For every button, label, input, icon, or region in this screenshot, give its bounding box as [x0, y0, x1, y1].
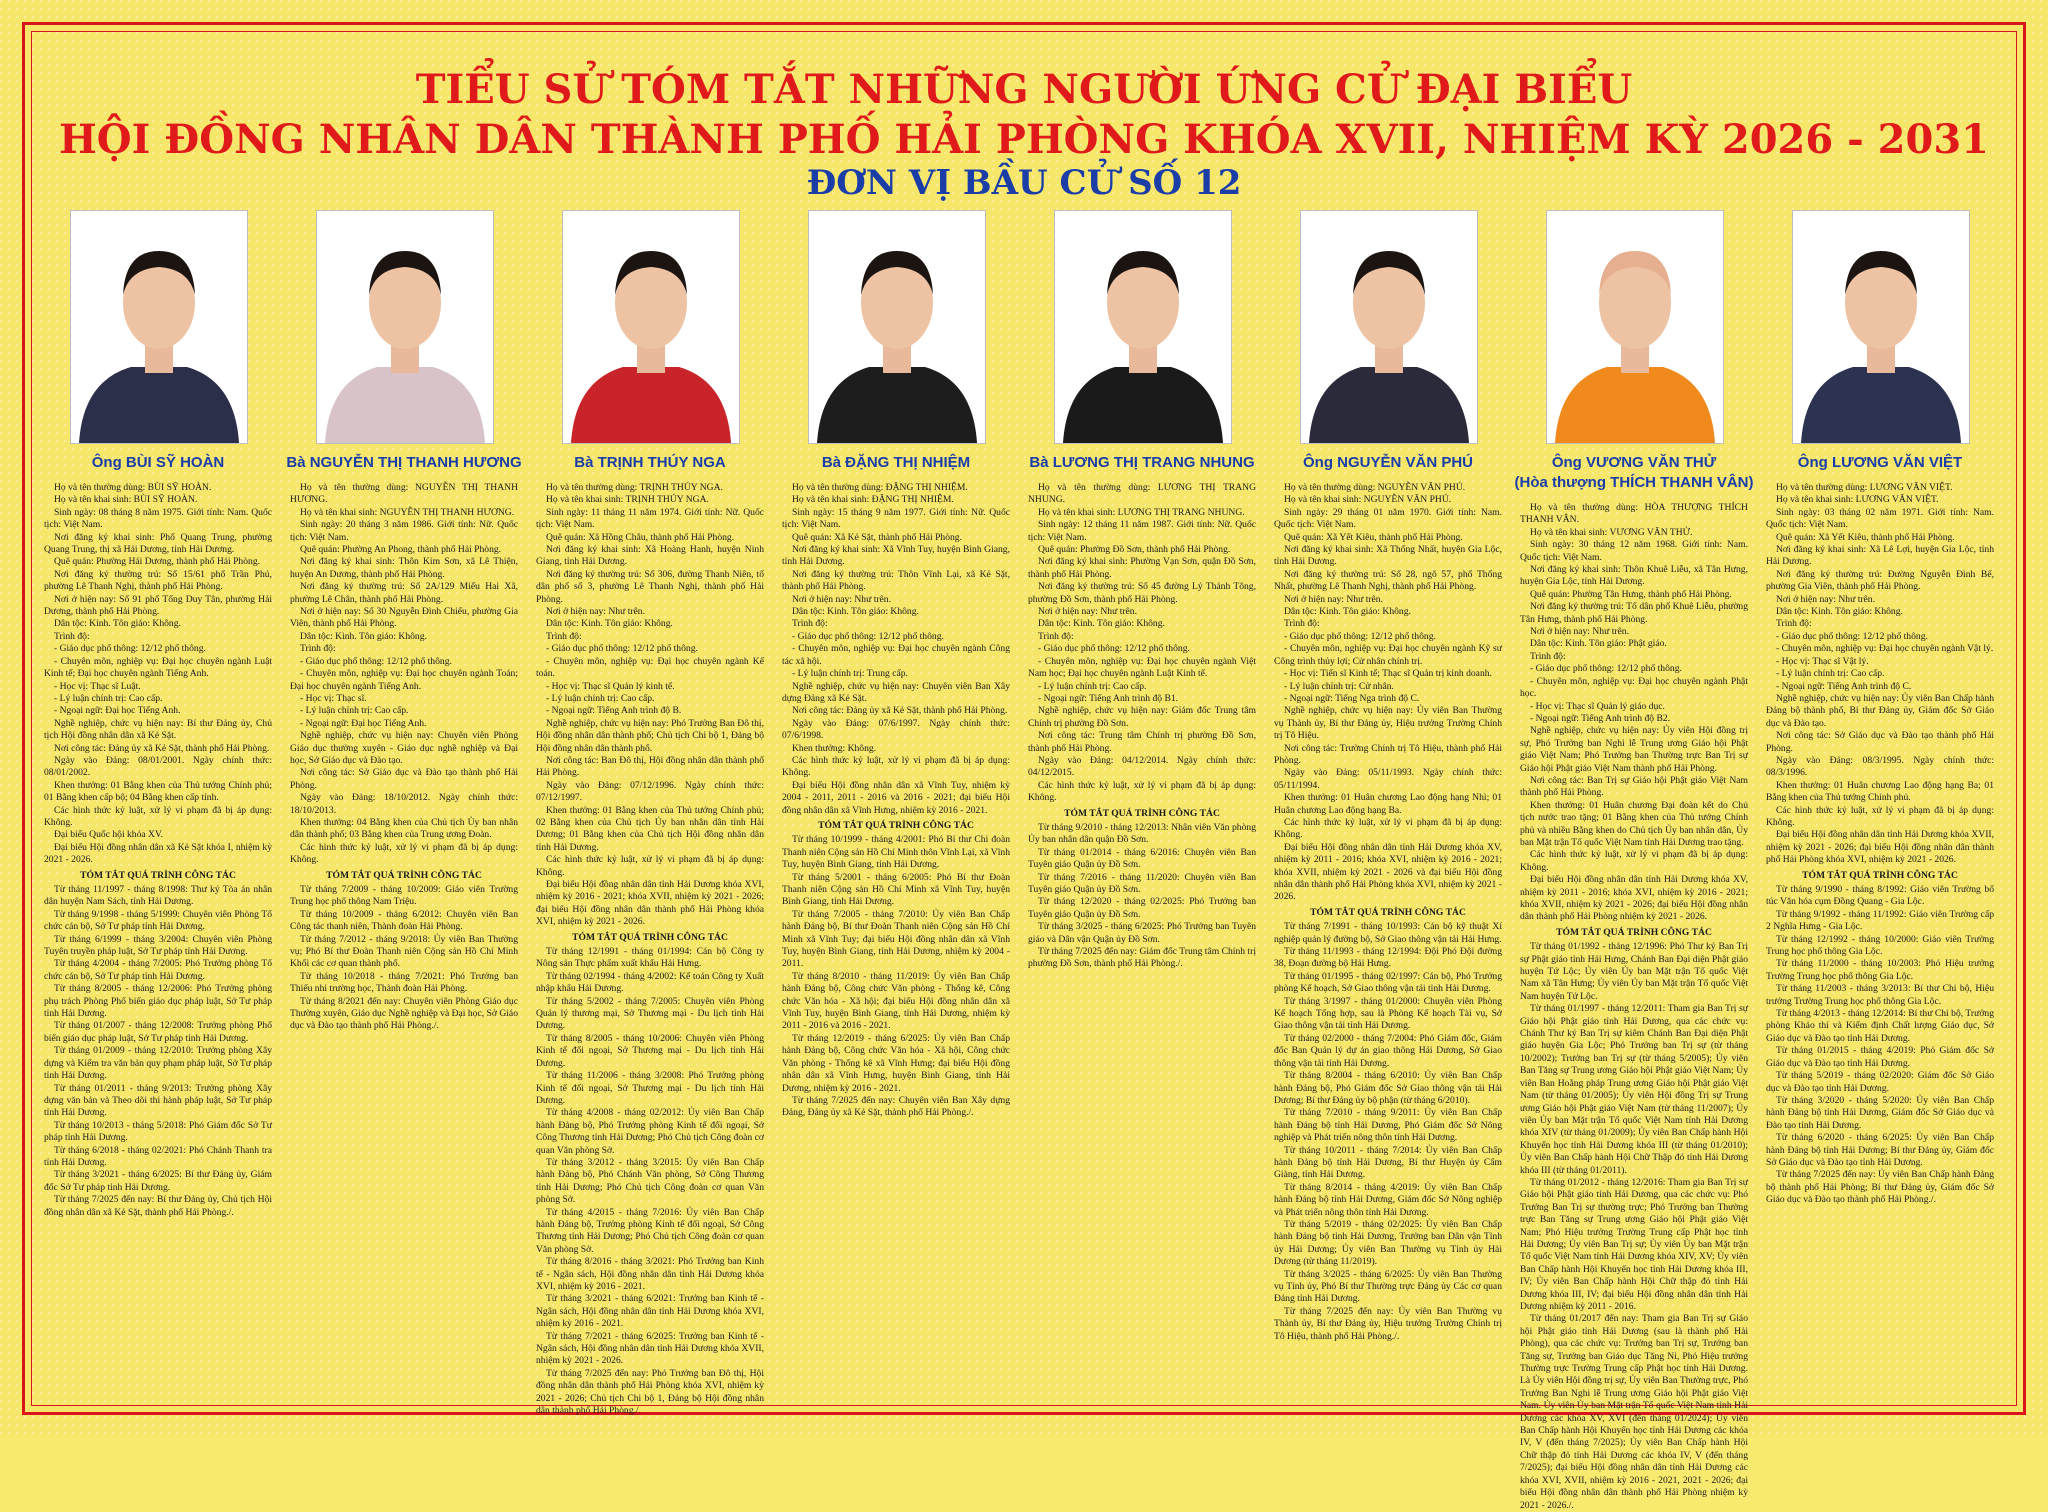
bio-line: - Ngoại ngữ: Tiếng Anh trình độ B. — [546, 705, 682, 717]
candidate-card — [40, 210, 276, 1410]
career-entry: Từ tháng 01/2011 - tháng 9/2013: Trưởng phòng Xây dựng văn bản và Theo dõi thi hành pháp luật, Sở Tư pháp tỉnh Hải Dương. — [44, 1082, 272, 1119]
candidate-card — [778, 210, 1014, 1410]
bio-line: Nơi đăng ký thường trú: Số 28, ngõ 57, phố Thống Nhất, phường Lê Thanh Nghị, thành phố Hải Phòng. — [1274, 568, 1502, 593]
career-entry: Từ tháng 11/2000 - tháng 10/2003: Phó Hiệu trưởng Trường Trung học phổ thông Gia Lộc. — [1766, 958, 1994, 982]
bio-line: Nơi đăng ký khai sinh: Xã Hoàng Hanh, huyện Ninh Giang, tỉnh Hải Dương. — [536, 544, 764, 568]
bio-line: - Lý luận chính trị: Trung cấp. — [792, 668, 908, 680]
bio-line: - Ngoại ngữ: Đại học Tiếng Anh. — [300, 717, 427, 729]
bio-line: Nơi đăng ký khai sinh: Phố Quang Trung, phường Quang Trung, thị xã Hải Dương, tỉnh Hải Dương. — [44, 531, 272, 556]
bio-line: Đại biểu Hội đồng nhân dân tỉnh Hải Dương khóa XVII, nhiệm kỳ 2021 - 2026; đại biểu Hội đồng nhân dân thành phố Hải Phòng khóa XVI, nhiệm kỳ 2021 - 2026. — [1766, 829, 1994, 866]
bio-line: Sinh ngày: 29 tháng 01 năm 1970. Giới tính: Nam. Quốc tịch: Việt Nam. — [1274, 506, 1502, 531]
candidate-name-line: Bà NGUYỄN THỊ THANH HƯƠNG — [286, 454, 522, 471]
bio-line: Quê quán: Xã Yết Kiêu, thành phố Hải Phòng. — [1284, 531, 1463, 543]
bio-line: Nơi đăng ký khai sinh: Phường Vạn Sơn, quận Đồ Sơn, thành phố Hải Phòng. — [1028, 556, 1256, 580]
bio-line: Ngày vào Đảng: 08/3/1995. Ngày chính thức: 08/3/1996. — [1766, 754, 1994, 779]
bio-line: Ngày vào Đảng: 07/6/1997. Ngày chính thức: 07/6/1998. — [782, 717, 1010, 742]
bio-line: - Giáo dục phổ thông: 12/12 phổ thông. — [54, 643, 206, 655]
bio-line: Nơi ở hiện nay: Như trên. — [1530, 626, 1630, 638]
career-entry: Từ tháng 10/2018 - tháng 7/2021: Phó Trưởng ban Thiếu nhi trường học, Thành đoàn Hải Phòng. — [290, 970, 518, 995]
career-entry: Từ tháng 01/2012 - tháng 12/2016: Tham gia Ban Trị sự Giáo hội Phật giáo tỉnh Hải Dương, qua các chức vụ: Phó Trưởng Ban Trị sự thường trực; Phó Trưởng ban Thường trực Ban Tăng sự Trung ương Giáo hội Phật giáo Việt Nam; Phó Hiệu trưởng Trường Trung cấp Phật học tỉnh Hải Dương; Ủy viên Ban Trị sự; Ủy viên Ủy ban Mặt trận Tổ quốc Việt Nam tỉnh Hải Dương khóa XIV, XV; Ủy viên Ban Chấp hành Hội Khuyến học tỉnh Hải Dương khóa III, IV; Ủy viên Ban Chấp hành Hội Chữ thập đỏ tỉnh Hải Dương khóa III, IV; đại biểu Hội đồng nhân dân tỉnh Hải Dương nhiệm kỳ 2011 - 2016. — [1520, 1176, 1748, 1312]
bio-line: - Chuyên môn, nghiệp vụ: Đại học chuyên ngành Luật Kinh tế; Đại học chuyên ngành Tiếng Anh. — [44, 655, 272, 680]
candidate-name — [278, 453, 530, 473]
career-entry: Từ tháng 10/2013 - tháng 5/2018: Phó Giám đốc Sở Tư pháp tỉnh Hải Dương. — [44, 1119, 272, 1144]
candidate-name-line: Bà ĐẶNG THỊ NHIỆM — [821, 454, 971, 471]
bio-line: - Lý luận chính trị: Cao cấp. — [54, 692, 163, 704]
bio-line: Họ và tên khai sinh: NGUYỄN THỊ THANH HƯƠNG. — [300, 506, 515, 518]
bio-line: - Ngoại ngữ: Tiếng Anh trình độ C. — [1776, 680, 1912, 692]
career-entry: Từ tháng 8/2004 - tháng 6/2010: Ủy viên Ban Chấp hành Đảng bộ, Phó Giám đốc Sở Giao thông vận tải Hải Dương; Bí thư Đảng ủy bộ phận (từ tháng 6/2010). — [1274, 1070, 1502, 1106]
bio-line: Dân tộc: Kinh. Tôn giáo: Không. — [792, 606, 919, 618]
bio-line: Trình độ: — [54, 630, 90, 642]
bio-line: Sinh ngày: 12 tháng 11 năm 1987. Giới tính: Nữ. Quốc tịch: Việt Nam. — [1028, 519, 1256, 543]
career-entry: Từ tháng 7/2025 đến nay: Giám đốc Trung tâm Chính trị phường Đồ Sơn, thành phố Hải Phòng./. — [1028, 946, 1256, 970]
career-entry: Từ tháng 12/1992 - tháng 10/2000: Giáo viên Trường Trung học phổ thông Gia Lộc. — [1766, 933, 1994, 958]
candidate-name-line: Ông LƯƠNG VĂN VIỆT — [1797, 454, 1963, 471]
career-entry: Từ tháng 7/2010 - tháng 9/2011: Ủy viên Ban Chấp hành Đảng bộ tỉnh Hải Dương, Phó Giám đốc Sở Nông nghiệp và Phát triển nông thôn tỉnh Hải Dương. — [1274, 1107, 1502, 1144]
candidate-portrait — [562, 210, 740, 444]
bio-line: Nghề nghiệp, chức vụ hiện nay: Phó Trưởng Ban Đô thị, Hội đồng nhân dân thành phố; Chủ tịch Chi bộ 1, Đảng bộ Hội đồng nhân dân thành phố. — [536, 717, 764, 754]
bio-line: Nơi đăng ký thường trú: Đường Nguyễn Đình Bể, phường Gia Viên, thành phố Hải Phòng. — [1766, 568, 1994, 593]
bio-line: - Giáo dục phổ thông: 12/12 phổ thông. — [792, 630, 944, 642]
career-entry: Từ tháng 7/2025 đến nay: Ủy viên Ban Chấp hành Đảng bộ thành phố Hải Phòng; Bí thư Đảng ủy, Giám đốc Sở Giáo dục và Đào tạo thành phố Hải Phòng./. — [1766, 1169, 1994, 1206]
bio-line: Nơi công tác: Đảng ủy xã Kẻ Sặt, thành phố Hải Phòng. — [54, 742, 270, 754]
career-entry: Từ tháng 8/2021 đến nay: Chuyên viên Phòng Giáo dục Thường xuyên, Giáo dục Nghề nghiệp và Đại học, Sở Giáo dục và Đào tạo thành phố Hải Phòng./. — [290, 995, 518, 1032]
constituency-title: ĐƠN VỊ BẦU CỬ SỐ 12 — [806, 163, 1242, 203]
bio-line: Nơi đăng ký khai sinh: Thôn Khuê Liễu, xã Tân Hưng, huyện Gia Lộc, tỉnh Hải Dương. — [1520, 564, 1748, 588]
career-entry: Từ tháng 6/1999 - tháng 3/2004: Chuyên viên Phòng Tuyên truyền pháp luật, Sở Tư pháp tỉnh Hải Dương. — [44, 933, 272, 958]
career-entry: Từ tháng 01/1997 - tháng 12/2011: Tham gia Ban Trị sự Giáo hội Phật giáo tỉnh Hải Dương, qua các chức vụ: Chánh Thư ký Ban Trị sự kiêm Chánh Ban Đại diện Phật giáo huyện Gia Lộc; Phó Trưởng ban Trị sự (từ tháng 10/2002); Trưởng ban Trị sự (từ tháng 5/2005); Ủy viên Ban Tăng sự Trung ương Giáo hội Phật giáo Việt Nam; Ủy viên Ban Hoằng pháp Trung ương Giáo hội Phật giáo Việt Nam (từ tháng 01/2005); Ủy viên Hội đồng Trị sự Trung ương Giáo hội Phật giáo Việt Nam (từ tháng 11/2007); Ủy viên Ủy ban Mặt trận Tổ quốc Việt Nam tỉnh Hải Dương khóa XIV (từ tháng 01/2009); Ủy viên Ban Chấp hành Hội Khuyến học tỉnh Hải Dương khóa III (từ tháng 01/2010); Ủy viên Ban Chấp hành Hội Chữ Thập đỏ tỉnh Hải Dương khóa III (từ tháng 01/2011). — [1520, 1003, 1748, 1176]
bio-line: - Giáo dục phổ thông: 12/12 phổ thông. — [1530, 663, 1682, 675]
bio-line: Họ và tên thường dùng: LƯƠNG VĂN VIỆT. — [1776, 482, 1953, 493]
bio-line: Sinh ngày: 03 tháng 02 năm 1971. Giới tính: Nam. Quốc tịch: Việt Nam. — [1766, 506, 1994, 531]
bio-line: Khen thưởng: Không. — [792, 742, 877, 754]
bio-line: Nơi đăng ký thường trú: Thôn Vĩnh Lại, xã Kẻ Sặt, thành phố Hải Phòng. — [782, 568, 1010, 593]
bio-line: - Giáo dục phổ thông: 12/12 phổ thông. — [546, 643, 698, 655]
career-entry: Từ tháng 5/2001 - tháng 6/2005: Phó Bí thư Đoàn Thanh niên Cộng sản Hồ Chí Minh xã Vĩnh Tuy, huyện Bình Giang, tỉnh Hải Dương. — [782, 871, 1010, 908]
bio-line: Nơi ở hiện nay: Số 30 Nguyễn Đình Chiểu, phường Gia Viên, thành phố Hải Phòng. — [290, 606, 518, 630]
bio-line: Nơi đăng ký thường trú: Tổ dân phố Khuê Liễu, phường Tân Hưng, thành phố Hải Phòng. — [1520, 601, 1748, 625]
bio-line: Nơi ở hiện nay: Như trên. — [1776, 593, 1876, 605]
bio-line: - Chuyên môn, nghiệp vụ: Đại học chuyên ngành Kế toán. — [536, 655, 764, 680]
bio-line: - Ngoại ngữ: Tiếng Anh trình độ B2. — [1530, 712, 1671, 724]
bio-line: Họ và tên thường dùng: NGUYỄN THỊ THANH HƯƠNG. — [290, 482, 518, 506]
bio-line: Quê quán: Xã Hồng Châu, thành phố Hải Phòng. — [546, 531, 735, 543]
bio-line: Ngày vào Đảng: 08/01/2001. Ngày chính thức: 08/01/2002. — [44, 754, 272, 779]
bio-line: Nghề nghiệp, chức vụ hiện nay: Chuyên viên Phòng Giáo dục thường xuyên - Giáo dục nghề nghiệp và Đại học, Sở Giáo dục và Đào tạo. — [290, 730, 518, 766]
bio-line: - Lý luận chính trị: Cao cấp. — [1776, 668, 1885, 680]
bio-line: Sinh ngày: 11 tháng 11 năm 1974. Giới tính: Nữ. Quốc tịch: Việt Nam. — [536, 506, 764, 531]
bio-line: Trình độ: — [1776, 618, 1812, 630]
candidate-name — [1262, 453, 1514, 473]
bio-line: Họ và tên khai sinh: NGUYỄN VĂN PHÚ. — [1284, 494, 1452, 506]
bio-line: Các hình thức kỷ luật, xử lý vi phạm đã bị áp dụng: Không. — [290, 841, 518, 866]
career-entry: Từ tháng 7/2012 - tháng 9/2018: Ủy viên Ban Thường vụ; Phó Bí thư Đoàn Thanh niên Cộng sản Hồ Chí Minh Khối các cơ quan thành phố. — [290, 933, 518, 970]
bio-line: Quê quán: Phường Đồ Sơn, thành phố Hải Phòng. — [1038, 544, 1231, 556]
candidate-name-line: Bà TRỊNH THÚY NGA — [574, 454, 726, 471]
bio-line: Ngày vào Đảng: 07/12/1996. Ngày chính thức: 07/12/1997. — [536, 779, 764, 804]
bio-line: Nơi đăng ký thường trú: Số 15/61 phố Trần Phú, phường Lê Thanh Nghị, thành phố Hải Phòng. — [44, 568, 272, 593]
career-section-heading: TÓM TẮT QUÁ TRÌNH CÔNG TÁC — [1802, 869, 1958, 881]
bio-line: Nơi đăng ký khai sinh: Xã Thống Nhất, huyện Gia Lộc, tỉnh Hải Dương. — [1274, 544, 1502, 568]
bio-line: Nơi công tác: Ban Đô thị, Hội đồng nhân dân thành phố Hải Phòng. — [536, 754, 764, 779]
bio-line: - Giáo dục phổ thông: 12/12 phổ thông. — [1038, 643, 1190, 655]
career-section-heading: TÓM TẮT QUÁ TRÌNH CÔNG TÁC — [326, 869, 482, 881]
career-section-heading: TÓM TẮT QUÁ TRÌNH CÔNG TÁC — [1556, 926, 1712, 938]
bio-line: Họ và tên thường dùng: TRỊNH THÚY NGA. — [546, 482, 723, 493]
bio-line: - Học vị: Thạc sĩ Luật. — [54, 680, 141, 692]
bio-line: Họ và tên thường dùng: LƯƠNG THỊ TRANG NHUNG. — [1028, 482, 1256, 506]
bio-line: Ngày vào Đảng: 18/10/2012. Ngày chính thức: 18/10/2013. — [290, 792, 518, 816]
bio-line: Họ và tên khai sinh: VƯƠNG VĂN THỬ. — [1530, 526, 1693, 538]
career-entry: Từ tháng 8/2005 - tháng 10/2006: Chuyên viên Phòng Kinh tế đối ngoại, Sở Thương mại - Du lịch tỉnh Hải Dương. — [536, 1032, 764, 1069]
bio-line: Nơi đăng ký thường trú: Số 306, đường Thanh Niên, tổ dân phố số 3, phường Lê Thanh Nghị, thành phố Hải Phòng. — [536, 568, 764, 605]
bio-line: Nơi đăng ký thường trú: Số 45 đường Lý Thánh Tông, phường Đồ Sơn, thành phố Hải Phòng. — [1028, 581, 1256, 605]
bio-line: - Học vị: Thạc sĩ Vật lý. — [1776, 655, 1869, 667]
bio-line: Các hình thức kỷ luật, xử lý vi phạm đã bị áp dụng: Không. — [1274, 816, 1502, 841]
bio-line: Ngày vào Đảng: 04/12/2014. Ngày chính thức: 04/12/2015. — [1028, 754, 1256, 779]
bio-line: Dân tộc: Kinh. Tôn giáo: Không. — [1776, 606, 1903, 618]
career-entry: Từ tháng 01/1995 - tháng 02/1997: Cán bộ, Phó Trưởng phòng Kế hoạch, Sở Giao thông vận tải tỉnh Hải Dương. — [1274, 970, 1502, 995]
candidate-portrait — [808, 210, 986, 444]
career-entry: Từ tháng 11/2003 - tháng 3/2013: Bí thư Chi bộ, Hiệu trưởng Trường Trung học phổ thông Gia Lộc. — [1766, 983, 1994, 1007]
bio-line: - Chuyên môn, nghiệp vụ: Đại học chuyên ngành Việt Nam học; Đại học chuyên ngành Luật Kinh tế. — [1028, 655, 1256, 680]
candidate-biography — [1520, 502, 1748, 1512]
candidate-name — [770, 453, 1022, 473]
bio-line: Nghề nghiệp, chức vụ hiện nay: Ủy viên Ban Chấp hành Đảng bộ thành phố, Bí thư Đảng ủy, Giám đốc Sở Giáo dục và Đào tạo. — [1766, 692, 1994, 729]
candidate-card — [1024, 210, 1260, 1410]
bio-line: - Chuyên môn, nghiệp vụ: Đại học chuyên ngành Vật lý. — [1776, 643, 1994, 655]
career-entry: Từ tháng 7/2025 đến nay: Ủy viên Ban Thường vụ Thành ủy, Bí thư Đảng ủy, Hiệu trưởng Trường Chính trị Tô Hiệu, thành phố Hải Phòng./. — [1274, 1305, 1502, 1342]
title-line-2: HỘI ĐỒNG NHÂN DÂN THÀNH PHỐ HẢI PHÒNG KHÓA XVII, NHIỆM KỲ 2026 - 2031 — [59, 116, 1989, 163]
career-entry: Từ tháng 01/2015 - tháng 4/2019: Phó Giám đốc Sở Giáo dục và Đào tạo tỉnh Hải Dương. — [1766, 1045, 1994, 1069]
bio-line: Sinh ngày: 20 tháng 3 năm 1986. Giới tính: Nữ. Quốc tịch: Việt Nam. — [290, 519, 518, 543]
bio-line: Ngày vào Đảng: 05/11/1993. Ngày chính thức: 05/11/1994. — [1274, 767, 1502, 791]
bio-line: Khen thưởng: 01 Bằng khen của Thủ tướng Chính phủ; 02 Bằng khen của Chủ tịch Ủy ban nhân dân tỉnh Hải Dương; 01 Bằng khen của Chủ tịch Hội đồng nhân dân tỉnh Hải Dương. — [536, 804, 764, 853]
career-entry: Từ tháng 02/2000 - tháng 7/2004: Phó Giám đốc, Giám đốc Ban Quản lý dự án giao thông Hải Dương, Sở Giao thông vận tải tỉnh Hải Dương. — [1274, 1032, 1502, 1069]
bio-line: Quê quán: Phường Tân Hưng, thành phố Hải Phòng. — [1530, 588, 1732, 600]
career-entry: Từ tháng 8/2014 - tháng 4/2019: Ủy viên Ban Chấp hành Đảng bộ tỉnh Hải Dương, Giám đốc Sở Nông nghiệp và Phát triển nông thôn tỉnh Hải Dương. — [1274, 1181, 1502, 1218]
bio-line: Trình độ: — [546, 630, 582, 642]
bio-line: Quê quán: Phường Hải Dương, thành phố Hải Phòng. — [54, 556, 261, 568]
candidate-name — [1754, 453, 2006, 473]
bio-line: - Học vị: Tiến sĩ Kinh tế; Thạc sĩ Quản trị kinh doanh. — [1284, 668, 1492, 680]
career-entry: Từ tháng 4/2015 - tháng 7/2016: Ủy viên Ban Chấp hành Đảng bộ, Trưởng phòng Kinh tế đối ngoại, Sở Công Thương tỉnh Hải Dương; Phó Chủ tịch Công đoàn cơ quan Văn phòng Sở. — [536, 1206, 764, 1255]
candidate-card — [1514, 210, 1754, 1511]
bio-line: Họ và tên khai sinh: BÙI SỸ HOÀN. — [54, 494, 198, 506]
career-entry: Từ tháng 6/2020 - tháng 6/2025: Ủy viên Ban Chấp hành Đảng bộ tỉnh Hải Dương; Bí thư Đảng ủy, Giám đốc Sở Giáo dục và Đào tạo tỉnh Hải Dương. — [1766, 1132, 1994, 1168]
bio-line: Các hình thức kỷ luật, xử lý vi phạm đã bị áp dụng: Không. — [1766, 804, 1994, 828]
bio-line: - Chuyên môn, nghiệp vụ: Đại học chuyên ngành Toán; Đại học chuyên ngành Tiếng Anh. — [290, 668, 518, 692]
title-line-1: TIỂU SỬ TÓM TẮT NHỮNG NGƯỜI ỨNG CỬ ĐẠI BIỂU — [415, 66, 1633, 113]
bio-line: Nơi ở hiện nay: Như trên. — [546, 606, 646, 618]
bio-line: Dân tộc: Kinh. Tôn giáo: Không. — [546, 618, 673, 630]
bio-line: Đại biểu Hội đồng nhân dân xã Kẻ Sặt khóa I, nhiệm kỳ 2021 - 2026. — [44, 841, 272, 866]
bio-line: Các hình thức kỷ luật, xử lý vi phạm đã bị áp dụng: Không. — [782, 754, 1010, 779]
bio-line: Nơi công tác: Sở Giáo dục và Đào tạo thành phố Hải Phòng. — [290, 767, 518, 791]
bio-line: Khen thưởng: 01 Huân chương Lao động hạng Ba; 01 Bằng khen của Thủ tướng Chính phủ. — [1766, 779, 1994, 804]
bio-line: Đại biểu Hội đồng nhân dân tỉnh Hải Dương khóa XV, nhiệm kỳ 2011 - 2016; khóa XVI, nhiệm kỳ 2016 - 2021; khóa XVII, nhiệm kỳ 2021 - 2026; đại biểu Hội đồng nhân dân thành phố Hải Phòng nhiệm kỳ 2021 - 2026. — [1520, 874, 1748, 923]
bio-line: - Học vị: Thạc sĩ. — [300, 692, 367, 704]
bio-line: Nơi công tác: Trung tâm Chính trị phường Đồ Sơn, thành phố Hải Phòng. — [1028, 730, 1256, 754]
career-entry: Từ tháng 01/1992 - tháng 12/1996: Phó Thư ký Ban Trị sự Phật giáo tỉnh Hải Hưng, Chánh Ban Đại diện Phật giáo huyện Tứ Lộc; Ủy viên Ủy ban Mặt trận Tổ quốc Việt Nam xã Tân Hưng; Ủy viên Ủy ban Mặt trận Tổ quốc Việt Nam huyện Tứ Lộc. — [1520, 941, 1748, 1002]
career-entry: Từ tháng 12/1991 - tháng 01/1994: Cán bộ Công ty Nông sản Thực phẩm xuất khẩu Hải Hưng. — [536, 946, 764, 970]
candidate-biography — [1274, 482, 1502, 1343]
bio-line: - Giáo dục phổ thông: 12/12 phổ thông. — [1776, 630, 1928, 642]
bio-line: Nơi công tác: Ban Trị sự Giáo hội Phật giáo Việt Nam thành phố Hải Phòng. — [1520, 774, 1748, 799]
candidate-portrait — [70, 210, 248, 444]
career-section-heading: TÓM TẮT QUÁ TRÌNH CÔNG TÁC — [80, 869, 236, 881]
candidate-biography — [536, 482, 764, 1417]
career-entry: Từ tháng 3/2021 - tháng 6/2021: Trưởng ban Kinh tế - Ngân sách, Hội đồng nhân dân tỉnh Hải Dương khóa XVI, nhiệm kỳ 2016 - 2021. — [536, 1293, 764, 1330]
candidate-portrait — [1792, 210, 1970, 444]
bio-line: Các hình thức kỷ luật, xử lý vi phạm đã bị áp dụng: Không. — [536, 854, 764, 878]
career-entry: Từ tháng 10/2009 - tháng 6/2012: Chuyên viên Ban Công tác thanh niên, Thành đoàn Hải Phòng. — [290, 908, 518, 933]
career-entry: Từ tháng 4/2004 - tháng 7/2005: Phó Trưởng phòng Tổ chức cán bộ, Sở Tư pháp tỉnh Hải Dương. — [44, 958, 272, 982]
bio-line: Sinh ngày: 08 tháng 8 năm 1975. Giới tính: Nam. Quốc tịch: Việt Nam. — [44, 506, 272, 531]
candidate-name-line: Ông NGUYỄN VĂN PHÚ — [1302, 454, 1473, 471]
candidate-biography — [1028, 482, 1256, 971]
bio-line: Dân tộc: Kinh. Tôn giáo: Phật giáo. — [1530, 638, 1667, 650]
candidate-name — [1016, 453, 1268, 473]
bio-line: Trình độ: — [792, 618, 828, 630]
bio-line: Họ và tên thường dùng: HÒA THƯỢNG THÍCH THANH VÂN. — [1520, 502, 1748, 526]
candidate-biography — [44, 482, 272, 1219]
candidate-portrait — [1054, 210, 1232, 444]
career-entry: Từ tháng 7/2021 - tháng 6/2025: Trưởng ban Kinh tế - Ngân sách, Hội đồng nhân dân tỉnh Hải Dương khóa XVII, nhiệm kỳ 2021 - 2026. — [536, 1330, 764, 1367]
career-entry: Từ tháng 12/2019 - tháng 6/2025: Ủy viên Ban Chấp hành Đảng bộ, Công chức Văn hóa - Xã hội, Công chức Văn phòng - Thống kê xã Vĩnh Hưng; đại biểu Hội đồng nhân dân xã Vĩnh Hưng, huyện Bình Giang, tỉnh Hải Dương, nhiệm kỳ 2016 - 2021. — [782, 1032, 1010, 1094]
candidate-card — [1270, 210, 1506, 1410]
bio-line: Trình độ: — [1530, 650, 1566, 662]
career-entry: Từ tháng 3/1997 - tháng 01/2000: Chuyên viên Phòng Kế hoạch Tổng hợp, sau là Phòng Kế hoạch Tài vụ, Sở Giao thông vận tải tỉnh Hải Dương. — [1274, 995, 1502, 1032]
career-entry: Từ tháng 4/2008 - tháng 02/2012: Ủy viên Ban Chấp hành Đảng bộ, Phó Trưởng phòng Kinh tế đối ngoại, Sở Công Thương tỉnh Hải Dương; Phó Chủ tịch Công đoàn cơ quan Văn phòng Sở. — [536, 1107, 764, 1156]
career-entry: Từ tháng 9/1998 - tháng 5/1999: Chuyên viên Phòng Tổ chức cán bộ, Sở Tư pháp tỉnh Hải Dương. — [44, 908, 272, 933]
bio-line: - Lý luận chính trị: Cử nhân. — [1284, 680, 1394, 692]
bio-line: Dân tộc: Kinh. Tôn giáo: Không. — [1038, 618, 1165, 630]
career-entry: Từ tháng 11/1993 - tháng 12/1994: Đội Phó Đội đường 38, Đoạn đường bộ Hải Hưng. — [1274, 946, 1502, 970]
bio-line: Nơi ở hiện nay: Số 91 phố Tống Duy Tân, phường Hải Dương, thành phố Hải Phòng. — [44, 593, 272, 618]
career-entry: Từ tháng 7/1991 - tháng 10/1993: Cán bộ kỹ thuật Xí nghiệp quản lý đường bộ, Sở Giao thông vận tải Hải Hưng. — [1274, 921, 1502, 945]
bio-line: Nơi ở hiện nay: Như trên. — [1284, 593, 1384, 605]
bio-line: Các hình thức kỷ luật, xử lý vi phạm đã bị áp dụng: Không. — [44, 804, 272, 828]
career-entry: Từ tháng 11/2006 - tháng 3/2008: Phó Trưởng phòng Kinh tế đối ngoại, Sở Thương mại - Du lịch tỉnh Hải Dương. — [536, 1070, 764, 1106]
bio-line: Nghề nghiệp, chức vụ hiện nay: Ủy viên Hội đồng trị sự, Phó Trưởng ban Nghi lễ Trung ương Giáo hội Phật giáo Việt Nam; Phó Trưởng ban Thường trực Ban Trị sự Giáo hội Phật giáo Việt Nam thành phố Hải Phòng. — [1520, 725, 1748, 774]
bio-line: Nơi đăng ký khai sinh: Xã Lê Lợi, huyện Gia Lộc, tỉnh Hải Dương. — [1766, 544, 1994, 568]
bio-line: Nghề nghiệp, chức vụ hiện nay: Ủy viên Ban Thường vụ Thành ủy, Bí thư Đảng ủy, Hiệu trưởng Trường Chính trị Tô Hiệu. — [1274, 705, 1502, 742]
career-entry: Từ tháng 7/2025 đến nay: Chuyên viên Ban Xây dựng Đảng, Đảng ủy xã Kẻ Sặt, thành phố Hải Phòng./. — [782, 1094, 1010, 1119]
career-entry: Từ tháng 7/2009 - tháng 10/2009: Giáo viên Trường Trung học phổ thông Nam Triệu. — [290, 884, 518, 908]
career-entry: Từ tháng 3/2020 - tháng 5/2020: Ủy viên Ban Chấp hành Đảng bộ tỉnh Hải Dương, Giám đốc Sở Giáo dục và Đào tạo tỉnh Hải Dương. — [1766, 1094, 1994, 1131]
bio-line: Nghề nghiệp, chức vụ hiện nay: Chuyên viên Ban Xây dựng Đảng xã Kẻ Sặt. — [782, 680, 1010, 704]
candidate-biography — [1766, 482, 1994, 1207]
candidate-name — [1508, 453, 1760, 493]
bio-line: Nơi đăng ký khai sinh: Xã Vĩnh Tuy, huyện Bình Giang, tỉnh Hải Dương. — [782, 544, 1010, 568]
bio-line: Họ và tên thường dùng: ĐẶNG THỊ NHIỆM. — [792, 482, 968, 493]
candidate-card — [1762, 210, 1998, 1410]
career-entry: Từ tháng 5/2019 - tháng 02/2020: Giám đốc Sở Giáo dục và Đào tạo tỉnh Hải Dương. — [1766, 1070, 1994, 1094]
career-entry: Từ tháng 3/2012 - tháng 3/2015: Ủy viên Ban Chấp hành Đảng bộ, Phó Chánh Văn phòng, Sở Công Thương tỉnh Hải Dương; Phó Chủ tịch Công đoàn cơ quan Văn phòng Sở. — [536, 1156, 764, 1206]
bio-line: Đại biểu Hội đồng nhân dân tỉnh Hải Dương khóa XV, nhiệm kỳ 2011 - 2016; khóa XVI, nhiệm kỳ 2016 - 2021; khóa XVII, nhiệm kỳ 2021 - 2026 và đại biểu Hội đồng nhân dân thành phố Hải Phòng khóa XVI, nhiệm kỳ 2021 - 2026. — [1274, 841, 1502, 903]
bio-line: Nghề nghiệp, chức vụ hiện nay: Bí thư Đảng ủy, Chủ tịch Hội đồng nhân dân xã Kẻ Sặt. — [44, 717, 272, 742]
bio-line: Khen thưởng: 01 Huân chương Lao động hạng Nhì; 01 Huân chương Lao động hạng Ba. — [1274, 792, 1502, 816]
career-entry: Từ tháng 8/2005 - tháng 12/2006: Phó Trưởng phòng phụ trách Phòng Phổ biến giáo dục pháp luật, Sở Tư pháp tỉnh Hải Dương. — [44, 983, 272, 1020]
candidate-name — [32, 453, 284, 473]
bio-line: Khen thưởng: 01 Huân chương Đại đoàn kết do Chủ tịch nước trao tặng; 01 Bằng khen của Thủ tướng Chính phủ và nhiều Bằng khen do Chủ tịch Ủy ban nhân dân, Ủy ban Mặt trận Tổ quốc Việt Nam tỉnh Hải Dương trao tặng. — [1520, 799, 1748, 848]
career-entry: Từ tháng 9/2010 - tháng 12/2013: Nhân viên Văn phòng Ủy ban nhân dân quận Đồ Sơn. — [1028, 821, 1256, 846]
bio-line: Sinh ngày: 30 tháng 12 năm 1968. Giới tính: Nam. Quốc tịch: Việt Nam. — [1520, 539, 1748, 563]
career-entry: Từ tháng 9/1992 - tháng 11/1992: Giáo viên Trường cấp 2 Nghĩa Hưng - Gia Lộc. — [1766, 908, 1994, 933]
career-entry: Từ tháng 7/2016 - tháng 11/2020: Chuyên viên Ban Tuyên giáo Quận ủy Đồ Sơn. — [1028, 871, 1256, 895]
bio-line: Sinh ngày: 15 tháng 9 năm 1977. Giới tính: Nữ. Quốc tịch: Việt Nam. — [782, 506, 1010, 531]
bio-line: Đại biểu Hội đồng nhân dân xã Vĩnh Tuy, nhiệm kỳ 2004 - 2011, 2011 - 2016 và 2016 - 2021; đại biểu Hội đồng nhân dân xã Vĩnh Hưng, nhiệm kỳ 2016 - 2021. — [782, 779, 1010, 816]
bio-line: Nơi công tác: Đảng ủy xã Kẻ Sặt, thành phố Hải Phòng. — [792, 705, 1008, 717]
career-entry: Từ tháng 9/1990 - tháng 8/1992: Giáo viên Trường bổ túc Văn hóa cụm Đồng Quang - Gia Lộc. — [1766, 884, 1994, 908]
bio-line: Quê quán: Xã Yết Kiêu, thành phố Hải Phòng. — [1776, 531, 1955, 543]
career-entry: Từ tháng 3/2021 - tháng 6/2025: Bí thư Đảng ủy, Giám đốc Sở Tư pháp tỉnh Hải Dương. — [44, 1169, 272, 1193]
career-entry: Từ tháng 7/2005 - tháng 7/2010: Ủy viên Ban Chấp hành Đảng bộ, Bí thư Đoàn Thanh niên Cộng sản Hồ Chí Minh xã Vĩnh Tuy; đại biểu Hội đồng nhân dân xã Vĩnh Tuy, huyện Bình Giang, tỉnh Hải Dương, nhiệm kỳ 2004 - 2011. — [782, 908, 1010, 970]
bio-line: - Lý luận chính trị: Cao cấp. — [1038, 680, 1147, 692]
candidate-biography — [782, 482, 1010, 1120]
bio-line: - Ngoại ngữ: Tiếng Anh trình độ B1. — [1038, 692, 1179, 704]
bio-line: Dân tộc: Kinh. Tôn giáo: Không. — [54, 618, 181, 630]
bio-line: - Giáo dục phổ thông: 12/12 phổ thông. — [300, 655, 452, 667]
bio-line: Trình độ: — [1038, 630, 1074, 642]
candidate-card — [286, 210, 522, 1410]
bio-line: Quê quán: Xã Kẻ Sặt, thành phố Hải Phòng. — [792, 531, 962, 543]
career-entry: Từ tháng 11/1997 - tháng 8/1998: Thư ký Tòa án nhân dân huyện Nam Sách, tỉnh Hải Dương. — [44, 884, 272, 908]
candidate-name-line: Ông VƯƠNG VĂN THỬ — [1551, 454, 1717, 471]
bio-line: Họ và tên khai sinh: ĐẶNG THỊ NHIỆM. — [792, 494, 954, 506]
bio-line: Nơi ở hiện nay: Như trên. — [792, 593, 892, 605]
bio-line: Nghề nghiệp, chức vụ hiện nay: Giám đốc Trung tâm Chính trị phường Đồ Sơn. — [1028, 705, 1256, 729]
career-entry: Từ tháng 02/1994 - tháng 4/2002: Kế toán Công ty Xuất nhập khẩu Hải Dương. — [536, 970, 764, 995]
bio-line: Trình độ: — [300, 643, 336, 655]
bio-line: - Ngoại ngữ: Đại học Tiếng Anh. — [54, 705, 181, 717]
candidate-portrait — [1300, 210, 1478, 444]
bio-line: Các hình thức kỷ luật, xử lý vi phạm đã bị áp dụng: Không. — [1520, 849, 1748, 873]
bio-line: Họ và tên thường dùng: NGUYỄN VĂN PHÚ. — [1284, 482, 1466, 493]
candidate-biography — [290, 482, 518, 1033]
career-entry: Từ tháng 10/2011 - tháng 7/2014: Ủy viên Ban Chấp hành Đảng bộ tỉnh Hải Dương, Bí thư Huyện ủy Cẩm Giàng, tỉnh Hải Dương. — [1274, 1144, 1502, 1181]
career-entry: Từ tháng 6/2018 - tháng 02/2021: Phó Chánh Thanh tra tỉnh Hải Dương. — [44, 1144, 272, 1168]
bio-line: Khen thưởng: 04 Bằng khen của Chủ tịch Ủy ban nhân dân thành phố; 03 Bằng khen của Trung ương Đoàn. — [290, 816, 518, 841]
bio-line: Quê quán: Phường An Phong, thành phố Hải Phòng. — [300, 544, 502, 556]
bio-line: Họ và tên khai sinh: LƯƠNG THỊ TRANG NHUNG. — [1038, 506, 1245, 518]
bio-line: - Giáo dục phổ thông: 12/12 phổ thông. — [1284, 630, 1436, 642]
career-entry: Từ tháng 5/2002 - tháng 7/2005: Chuyên viên Phòng Quản lý thương mại, Sở Thương mại - Du lịch tỉnh Hải Dương. — [536, 995, 764, 1032]
career-entry: Từ tháng 8/2010 - tháng 11/2019: Ủy viên Ban Chấp hành Đảng bộ, Công chức Văn phòng - Thống kê, Công chức Văn hóa - Xã hội; đại biểu Hội đồng nhân dân xã Vĩnh Tuy, huyện Bình Giang, tỉnh Hải Dương, nhiệm kỳ 2011 - 2016 và 2016 - 2021. — [782, 970, 1010, 1032]
bio-line: Họ và tên khai sinh: LƯƠNG VĂN VIỆT. — [1776, 494, 1939, 506]
career-section-heading: TÓM TẮT QUÁ TRÌNH CÔNG TÁC — [818, 819, 974, 831]
bio-line: Các hình thức kỷ luật, xử lý vi phạm đã bị áp dụng: Không. — [1028, 779, 1256, 804]
career-entry: Từ tháng 3/2025 - tháng 6/2025: Ủy viên Ban Thường vụ Tỉnh ủy, Phó Bí thư Thường trực Đảng ủy Các cơ quan Đảng tỉnh Hải Dương. — [1274, 1268, 1502, 1305]
career-entry: Từ tháng 3/2025 - tháng 6/2025: Phó Trưởng ban Tuyên giáo và Dân vận Quận ủy Đồ Sơn. — [1028, 921, 1256, 945]
career-entry: Từ tháng 12/2020 - tháng 02/2025: Phó Trưởng ban Tuyên giáo Quận ủy Đồ Sơn. — [1028, 896, 1256, 920]
career-entry: Từ tháng 01/2007 - tháng 12/2008: Trưởng phòng Phổ biến giáo dục pháp luật, Sở Tư pháp tỉnh Hải Dương. — [44, 1020, 272, 1044]
bio-line: Trình độ: — [1284, 618, 1320, 630]
bio-line: Đại biểu Quốc hội khóa XV. — [54, 829, 164, 841]
bio-line: - Lý luận chính trị: Cao cấp. — [546, 692, 655, 704]
candidate-religious-name: (Hòa thượng THÍCH THANH VÂN) — [1514, 474, 1754, 491]
career-entry: Từ tháng 10/1999 - tháng 4/2001: Phó Bí thư Chi đoàn Thanh niên Cộng sản Hồ Chí Minh thôn Vĩnh Lại, xã Vĩnh Tuy, huyện Bình Giang, tỉnh Hải Dương. — [782, 834, 1010, 871]
career-entry: Từ tháng 01/2017 đến nay: Tham gia Ban Trị sự Giáo hội Phật giáo tỉnh Hải Dương (sau là thành phố Hải Phòng), qua các chức vụ: Trưởng ban Trị sự, Trưởng ban Tăng sự, Trưởng ban Giáo dục Tăng Ni, Phó Hiệu trưởng Thường trực Trường Trung cấp Phật học tỉnh Hải Dương. Là Ủy viên Hội đồng trị sự, Ủy viên Ban Thường trực, Phó Trưởng Ban Nghi lễ Trung ương Giáo hội Phật giáo Việt Nam. Ủy viên Ủy ban Mặt trận Tổ quốc Việt Nam tỉnh Hải Dương các khóa XV, XVI (đến tháng 01/2024); Ủy viên Ban Chấp hành Hội Khuyến học tỉnh Hải Dương các khóa IV, V (đến tháng 7/2025); Ủy viên Ban Chấp hành Hội Chữ thập đỏ tỉnh Hải Dương các khóa IV, V (đến tháng 7/2025); đại biểu Hội đồng nhân dân tỉnh Hải Dương các khóa XVI, XVII, nhiệm kỳ 2016 - 2021, 2021 - 2026; đại biểu Hội đồng nhân dân thành phố Hải Phòng nhiệm kỳ 2021 - 2026./. — [1520, 1313, 1748, 1511]
career-entry: Từ tháng 5/2019 - tháng 02/2025: Ủy viên Ban Chấp hành Đảng bộ tỉnh Hải Dương, Trưởng ban Dân vận Tỉnh ủy Hải Dương; Ủy viên Ban Thường vụ Tỉnh ủy Hải Dương (từ tháng 11/2019). — [1274, 1218, 1502, 1268]
candidate-name-line: Ông BÙI SỸ HOÀN — [91, 454, 225, 471]
bio-line: - Chuyên môn, nghiệp vụ: Đại học chuyên ngành Công tác xã hội. — [782, 643, 1010, 667]
bio-line: Nơi công tác: Trường Chính trị Tô Hiệu, thành phố Hải Phòng. — [1274, 742, 1502, 766]
bio-line: - Lý luận chính trị: Cao cấp. — [300, 705, 409, 717]
bio-line: - Học vị: Thạc sĩ Quản lý kinh tế. — [546, 680, 675, 692]
candidate-name-line: Bà LƯƠNG THỊ TRANG NHUNG — [1029, 454, 1255, 471]
bio-line: - Học vị: Thạc sĩ Quản lý giáo dục. — [1530, 700, 1665, 712]
career-entry: Từ tháng 01/2014 - tháng 6/2016: Chuyên viên Ban Tuyên giáo Quận ủy Đồ Sơn. — [1028, 846, 1256, 871]
candidate-name — [524, 453, 776, 473]
bio-line: Đại biểu Hội đồng nhân dân tỉnh Hải Dương khóa XVI, nhiệm kỳ 2016 - 2021; khóa XVII, nhiệm kỳ 2021 - 2026; đại biểu Hội đồng nhân dân thành phố Hải Phòng khóa XVI, nhiệm kỳ 2021 - 2026. — [536, 879, 764, 928]
bio-line: - Chuyên môn, nghiệp vụ: Đại học chuyên ngành Phật học. — [1520, 675, 1748, 700]
bio-line: Khen thưởng: 01 Bằng khen của Thủ tướng Chính phủ; 01 Bằng khen cấp bộ; 04 Bằng khen cấp tỉnh. — [44, 779, 272, 804]
candidate-portrait — [1546, 210, 1724, 444]
career-entry: Từ tháng 7/2025 đến nay: Phó Trưởng ban Đô thị, Hội đồng nhân dân thành phố Hải Phòng khóa XVI, nhiệm kỳ 2021 - 2026; Chủ tịch Chi bộ 1, Đảng bộ Hội đồng nhân dân thành phố Hải Phòng./. — [536, 1367, 764, 1417]
bio-line: Nơi đăng ký thường trú: Số 2A/129 Miếu Hai Xã, phường Lê Chân, thành phố Hải Phòng. — [290, 581, 518, 605]
bio-line: Dân tộc: Kinh. Tôn giáo: Không. — [1284, 606, 1411, 618]
bio-line: - Ngoại ngữ: Tiếng Nga trình độ C. — [1284, 692, 1420, 704]
bio-line: Họ và tên khai sinh: TRỊNH THÚY NGA. — [546, 494, 709, 506]
career-entry: Từ tháng 8/2016 - tháng 3/2021: Phó Trưởng ban Kinh tế - Ngân sách, Hội đồng nhân dân tỉnh Hải Dương khóa XVI, nhiệm kỳ 2016 - 2021. — [536, 1256, 764, 1292]
career-entry: Từ tháng 01/2009 - tháng 12/2010: Trưởng phòng Xây dựng và Kiểm tra văn bản quy phạm pháp luật, Sở Tư pháp tỉnh Hải Dương. — [44, 1045, 272, 1082]
career-section-heading: TÓM TẮT QUÁ TRÌNH CÔNG TÁC — [1310, 906, 1466, 918]
career-entry: Từ tháng 4/2013 - tháng 12/2014: Bí thư Chi bộ, Trưởng phòng Khảo thí và Kiểm định Chất lượng Giáo dục, Sở Giáo dục và Đào tạo tỉnh Hải Dương. — [1766, 1008, 1994, 1044]
candidate-card — [532, 210, 768, 1417]
bio-line: Nơi công tác: Sở Giáo dục và Đào tạo thành phố Hải Phòng. — [1766, 730, 1994, 754]
candidate-portrait — [316, 210, 494, 444]
career-section-heading: TÓM TẮT QUÁ TRÌNH CÔNG TÁC — [572, 931, 728, 943]
career-entry: Từ tháng 7/2025 đến nay: Bí thư Đảng ủy, Chủ tịch Hội đồng nhân dân xã Kẻ Sặt, thành phố Hải Phòng./. — [44, 1194, 272, 1218]
career-section-heading: TÓM TẮT QUÁ TRÌNH CÔNG TÁC — [1064, 807, 1220, 819]
bio-line: Nơi ở hiện nay: Như trên. — [1038, 606, 1138, 618]
bio-line: Nơi đăng ký khai sinh: Thôn Kim Sơn, xã Lê Thiện, huyện An Dương, thành phố Hải Phòng. — [290, 556, 518, 580]
bio-line: Họ và tên thường dùng: BÙI SỸ HOÀN. — [54, 482, 212, 493]
bio-line: Dân tộc: Kinh. Tôn giáo: Không. — [300, 630, 427, 642]
bio-line: - Chuyên môn, nghiệp vụ: Đại học chuyên ngành Kỹ sư Công trình thủy lợi; Cử nhân chính trị. — [1274, 643, 1502, 667]
